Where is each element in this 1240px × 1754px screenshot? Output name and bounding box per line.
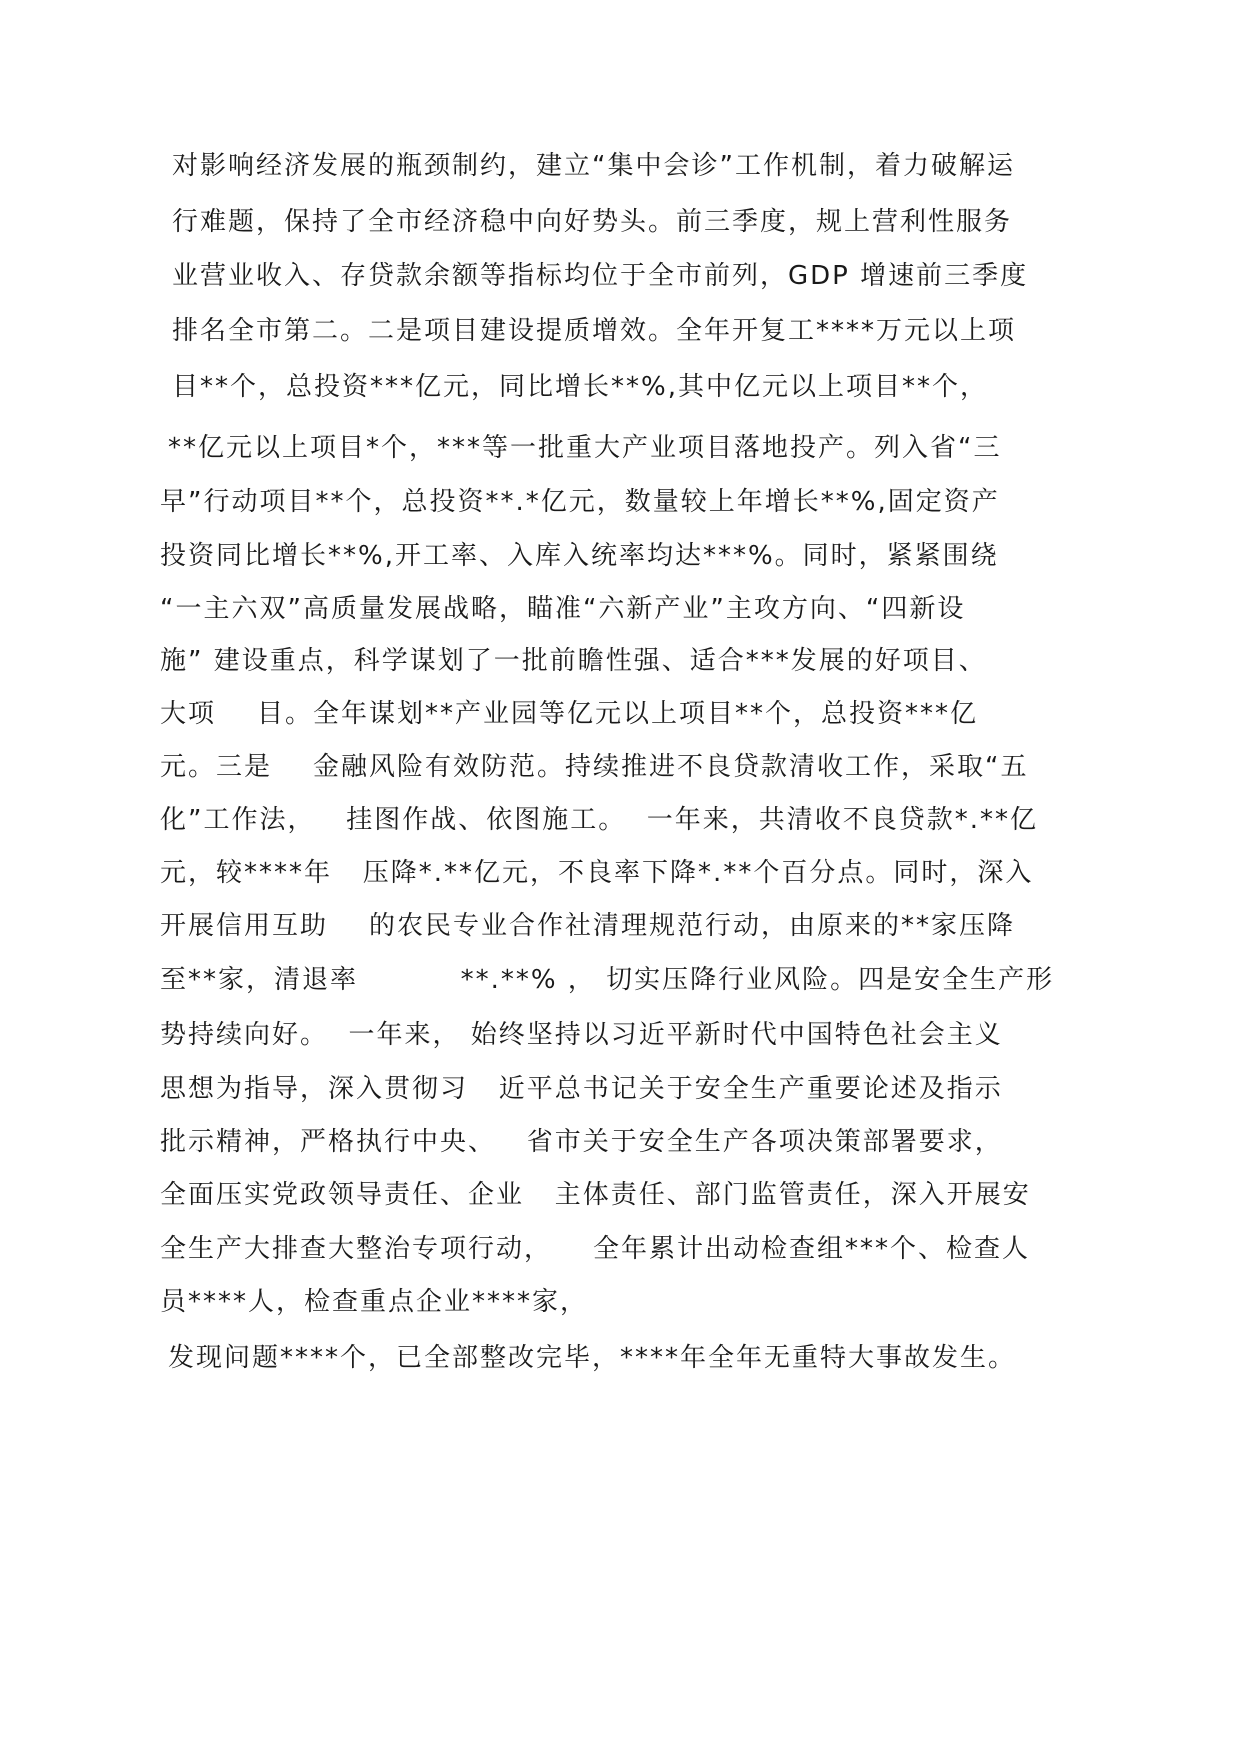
text-line-23: 发现问题****个，已全部整改完毕，****年全年无重特大事故发生。 xyxy=(168,1343,1017,1373)
text-line-3: 业营业收入、存贷款余额等指标均位于全市前列，GDP 增速前三季度 xyxy=(172,261,1029,291)
text-line-13: 化”工作法， 挂图作战、依图施工。 一年来，共清收不良贷款*.**亿 xyxy=(160,805,1039,835)
text-line-20: 全面压实党政领导责任、企业 主体责任、部门监管责任，深入开展安 xyxy=(160,1180,1031,1210)
text-line-18: 思想为指导，深入贯彻习 近平总书记关于安全生产重要论述及指示 xyxy=(160,1074,1003,1104)
text-line-4: 排名全市第二。二是项目建设提质增效。全年开复工****万元以上项 xyxy=(172,316,1017,346)
text-line-19: 批示精神，严格执行中央、 省市关于安全生产各项决策部署要求， xyxy=(160,1127,1003,1157)
text-line-2: 行难题，保持了全市经济稳中向好势头。前三季度，规上营利性服务 xyxy=(172,207,1013,237)
text-line-12: 元。三是 金融风险有效防范。持续推进不良贷款清收工作，采取“五 xyxy=(160,752,1029,782)
text-line-11: 大项 目。全年谋划**产业园等亿元以上项目**个，总投资***亿 xyxy=(160,699,979,729)
text-line-17: 势持续向好。 一年来， 始终坚持以习近平新时代中国特色社会主义 xyxy=(160,1020,1003,1050)
text-line-7: 早”行动项目**个，总投资**.*亿元，数量较上年增长**%,固定资产 xyxy=(160,487,1000,517)
text-line-21: 全生产大排查大整治专项行动， 全年累计出动检查组***个、检查人 xyxy=(160,1234,1031,1264)
text-line-8: 投资同比增长**%,开工率、入库入统率均达***%。同时，紧紧围绕 xyxy=(160,541,999,571)
text-line-6: **亿元以上项目*个，***等一批重大产业项目落地投产。列入省“三 xyxy=(168,433,1002,463)
text-line-22: 员****人，检查重点企业****家， xyxy=(160,1287,589,1317)
text-line-9: “一主六双”高质量发展战略，瞄准“六新产业”主攻方向、“四新设 xyxy=(160,594,966,624)
text-line-10: 施” 建设重点，科学谋划了一批前瞻性强、适合***发展的好项目、 xyxy=(160,646,987,676)
text-line-5: 目**个，总投资***亿元，同比增长**%,其中亿元以上项目**个， xyxy=(172,372,988,402)
text-line-1: 对影响经济发展的瓶颈制约，建立“集中会诊”工作机制，着力破解运 xyxy=(172,151,1015,181)
text-line-16: 至**家，清退率 **.**% ， 切实压降行业风险。四是安全生产形 xyxy=(160,965,1055,995)
text-line-15: 开展信用互助 的农民专业合作社清理规范行动，由原来的**家压降 xyxy=(160,911,1016,941)
text-line-14: 元，较****年 压降*.**亿元，不良率下降*.**个百分点。同时，深入 xyxy=(160,858,1034,888)
